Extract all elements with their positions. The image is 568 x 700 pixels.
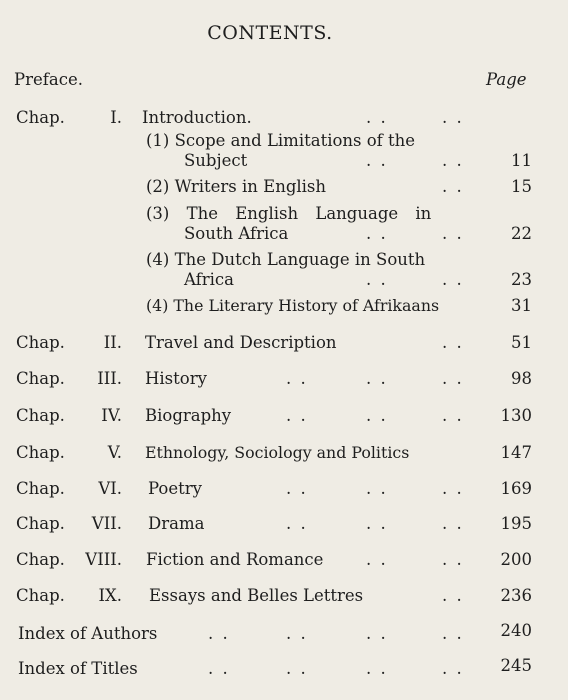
chapter-numeral: VIII. [85,550,122,569]
subsection-title: (3) The English Language in [146,204,432,223]
leader-dots: . . [286,479,308,498]
page-number: 169 [500,479,532,498]
chapter-numeral: III. [97,369,122,388]
page-number: 31 [511,296,532,315]
index-title: Index of Titles [18,659,138,678]
leader-dots: . . [442,586,464,605]
chapter-numeral: I. [110,108,122,127]
leader-dots: . . [366,479,388,498]
leader-dots: . . [286,369,308,388]
leader-dots: . . [286,659,308,678]
leader-dots: . . [442,659,464,678]
leader-dots: . . [442,224,464,243]
leader-dots: . . [208,624,230,643]
chapter-label: Chap. [16,479,65,498]
leader-dots: . . [366,270,388,289]
chapter-label: Chap. [16,443,65,462]
chapter-title: Poetry [148,479,202,498]
index-title: Index of Authors [18,624,158,643]
chapter-title: Ethnology, Sociology and Politics [145,443,410,462]
chapter-numeral: VII. [91,514,122,533]
chapter-numeral: VI. [98,479,122,498]
leader-dots: . . [442,177,464,196]
page-number: 11 [511,151,532,170]
chapter-label: Chap. [16,514,65,533]
chapter-title: Fiction and Romance [146,550,324,569]
chapter-label: Chap. [16,406,65,425]
leader-dots: . . [286,624,308,643]
page-number: 130 [500,406,532,425]
leader-dots: . . [366,659,388,678]
chapter-numeral: IX. [98,586,122,605]
leader-dots: . . [442,406,464,425]
subsection-title-cont: Africa [184,270,234,289]
page-number: 245 [500,656,532,675]
leader-dots: . . [442,369,464,388]
subsection-title-cont: South Africa [184,224,289,243]
chapter-label: Chap. [16,369,65,388]
leader-dots: . . [442,333,464,352]
chapter-numeral: IV. [101,406,122,425]
leader-dots: . . [442,550,464,569]
chapter-numeral: II. [103,333,122,352]
subsection-title: (1) Scope and Limitations of the [146,131,416,150]
leader-dots: . . [366,406,388,425]
subsection-title-cont: Subject [184,151,248,170]
chapter-title: Introduction. [142,108,252,127]
leader-dots: . . [366,151,388,170]
page-number: 240 [500,621,532,640]
chapter-title: Travel and Description [145,333,337,352]
subsection-title: (4) The Literary History of Afrikaans [146,296,440,315]
page-number: 98 [511,369,532,388]
leader-dots: . . [208,659,230,678]
page-number: 236 [500,586,532,605]
page-number: 200 [500,550,532,569]
page-number: 22 [511,224,532,243]
chapter-numeral: V. [107,443,122,462]
leader-dots: . . [366,624,388,643]
leader-dots: . . [442,151,464,170]
leader-dots: . . [366,550,388,569]
leader-dots: . . [286,514,308,533]
subsection-title: (4) The Dutch Language in South [146,250,426,269]
preface-label: Preface. [14,70,83,89]
page-column-header: Page [486,70,527,89]
page-number: 51 [511,333,532,352]
chapter-label: Chap. [16,550,65,569]
leader-dots: . . [366,108,388,127]
leader-dots: . . [442,108,464,127]
leader-dots: . . [442,514,464,533]
chapter-title: Biography [145,406,232,425]
leader-dots: . . [366,514,388,533]
chapter-title: History [145,369,207,388]
leader-dots: . . [366,224,388,243]
chapter-title: Drama [148,514,205,533]
leader-dots: . . [442,624,464,643]
chapter-label: Chap. [16,333,65,352]
page-number: 15 [511,177,532,196]
leader-dots: . . [286,406,308,425]
page-number: 195 [500,514,532,533]
chapter-title: Essays and Belles Lettres [149,586,364,605]
page-number: 23 [511,270,532,289]
subsection-title: (2) Writers in English [146,177,327,196]
page-number: 147 [500,443,532,462]
page-title: CONTENTS. [207,22,333,44]
leader-dots: . . [442,479,464,498]
leader-dots: . . [366,369,388,388]
chapter-label: Chap. [16,586,65,605]
leader-dots: . . [442,270,464,289]
chapter-label: Chap. [16,108,65,127]
